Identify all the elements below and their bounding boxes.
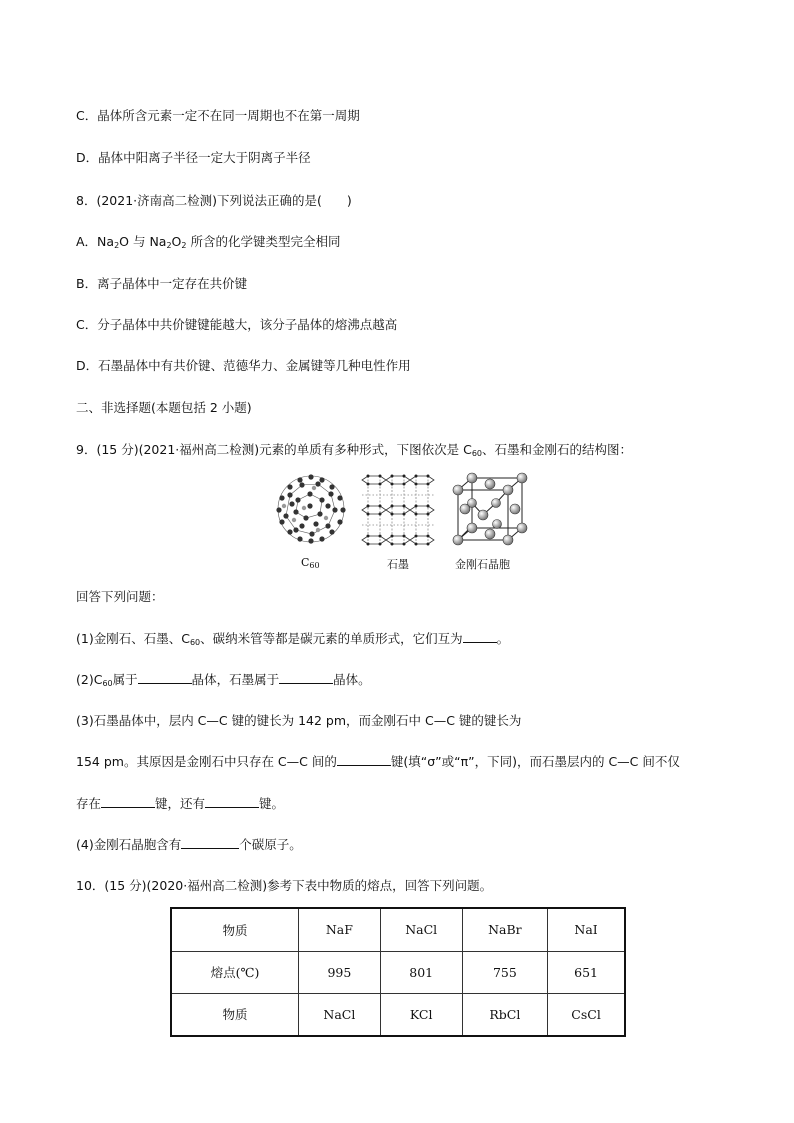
text: 、石墨和金刚石的结构图：: [482, 442, 633, 457]
subscript: 60: [102, 679, 113, 688]
text: C: [301, 556, 310, 569]
table-cell: 755: [462, 951, 548, 993]
text: 存在: [76, 796, 102, 811]
diamond-unit-cell-figure: [452, 472, 528, 548]
text: 晶体，石墨属于: [191, 672, 280, 687]
answer-blank[interactable]: [205, 795, 259, 808]
text: 154 pm。其原因是金刚石中只存在 C—C 间的: [76, 754, 337, 769]
table-row: [171, 993, 625, 1036]
answer-blank[interactable]: [337, 753, 391, 766]
q9-part-4: [76, 836, 302, 854]
text: 9．(15 分)(2021·福州高二检测)元素的单质有多种形式，下图依次是 C: [76, 442, 472, 457]
text: (2)C: [76, 672, 103, 687]
text: 键，还有: [155, 796, 206, 811]
text: 晶体。: [333, 672, 371, 687]
table-cell: 651: [548, 951, 625, 993]
c60-caption: [301, 556, 320, 569]
text: 所含的化学键类型完全相同: [186, 234, 341, 249]
table-cell: 物质: [171, 993, 299, 1036]
text: 键(填“σ”或“π”，下同)，而石墨层内的 C—C 间不仅: [390, 754, 680, 769]
graphite-caption: 石墨: [387, 558, 409, 571]
subscript: 2: [181, 241, 187, 250]
table-cell: NaBr: [462, 908, 548, 951]
table-cell: 熔点(℃): [171, 951, 299, 993]
text: 、碳纳米管等都是碳元素的单质形式，它们互为: [200, 631, 463, 646]
q10-stem: 10．(15 分)(2020·福州高二检测)参考下表中物质的熔点，回答下列问题。: [76, 878, 493, 893]
answer-blank[interactable]: [101, 795, 155, 808]
subscript: 2: [114, 241, 120, 250]
q9-part-3-line2: [76, 753, 680, 771]
q8-option-a: [76, 233, 340, 251]
table-cell: NaI: [548, 908, 625, 951]
q9-part-2: [76, 671, 371, 689]
q8-option-d: D．石墨晶体中有共价键、范德华力、金属键等几种电性作用: [76, 358, 411, 373]
text: (1)金刚石、石墨、C: [76, 631, 190, 646]
text: A．Na: [76, 234, 115, 249]
subscript: 2: [166, 241, 172, 250]
q8-stem: 8．(2021·济南高二检测)下列说法正确的是( ): [76, 193, 352, 208]
table-cell: 995: [299, 951, 381, 993]
text: (4)金刚石晶胞含有: [76, 837, 182, 852]
subscript: 60: [471, 449, 483, 458]
table-cell: KCl: [380, 993, 462, 1036]
c60-structure-figure: [270, 470, 352, 548]
table-cell: CsCl: [548, 993, 625, 1036]
answer-blank[interactable]: [279, 671, 333, 684]
table-cell: RbCl: [462, 993, 548, 1036]
text: 属于: [112, 672, 138, 687]
q9-stem: [76, 441, 632, 459]
q9-answer-intro: 回答下列问题：: [76, 589, 164, 604]
q9-part-3-line1: (3)石墨晶体中，层内 C—C 键的键长为 142 pm，而金刚石中 C—C 键的键长为: [76, 713, 522, 728]
text: 个碳原子。: [239, 837, 302, 852]
q7-option-d: D．晶体中阳离子半径一定大于阴离子半径: [76, 150, 311, 165]
subscript: 60: [309, 561, 320, 570]
q7-option-c: C．晶体所含元素一定不在同一周期也不在第一周期: [76, 108, 360, 123]
table-row: [171, 908, 625, 951]
table-cell: 物质: [171, 908, 299, 951]
text: 键。: [259, 796, 285, 811]
table-cell: NaCl: [299, 993, 381, 1036]
text: 。: [496, 631, 510, 646]
q9-part-3-line3: [76, 795, 284, 813]
section-heading: 二、非选择题(本题包括 2 小题): [76, 400, 252, 415]
table-cell: NaF: [299, 908, 381, 951]
answer-blank[interactable]: [463, 630, 497, 643]
answer-blank[interactable]: [138, 671, 192, 684]
text: O 与 Na: [119, 234, 167, 249]
subscript: 60: [189, 638, 201, 647]
table-cell: 801: [380, 951, 462, 993]
melting-point-table: [170, 907, 626, 1037]
q8-option-c: C．分子晶体中共价键键能越大，该分子晶体的熔沸点越高: [76, 317, 398, 332]
table-cell: NaCl: [380, 908, 462, 951]
text: O: [171, 234, 182, 249]
diamond-caption: 金刚石晶胞: [455, 558, 510, 571]
answer-blank[interactable]: [181, 836, 239, 849]
graphite-structure-figure: [358, 470, 438, 550]
q9-part-1: [76, 630, 509, 648]
table-row: [171, 951, 625, 993]
q8-option-b: B．离子晶体中一定存在共价键: [76, 276, 248, 291]
